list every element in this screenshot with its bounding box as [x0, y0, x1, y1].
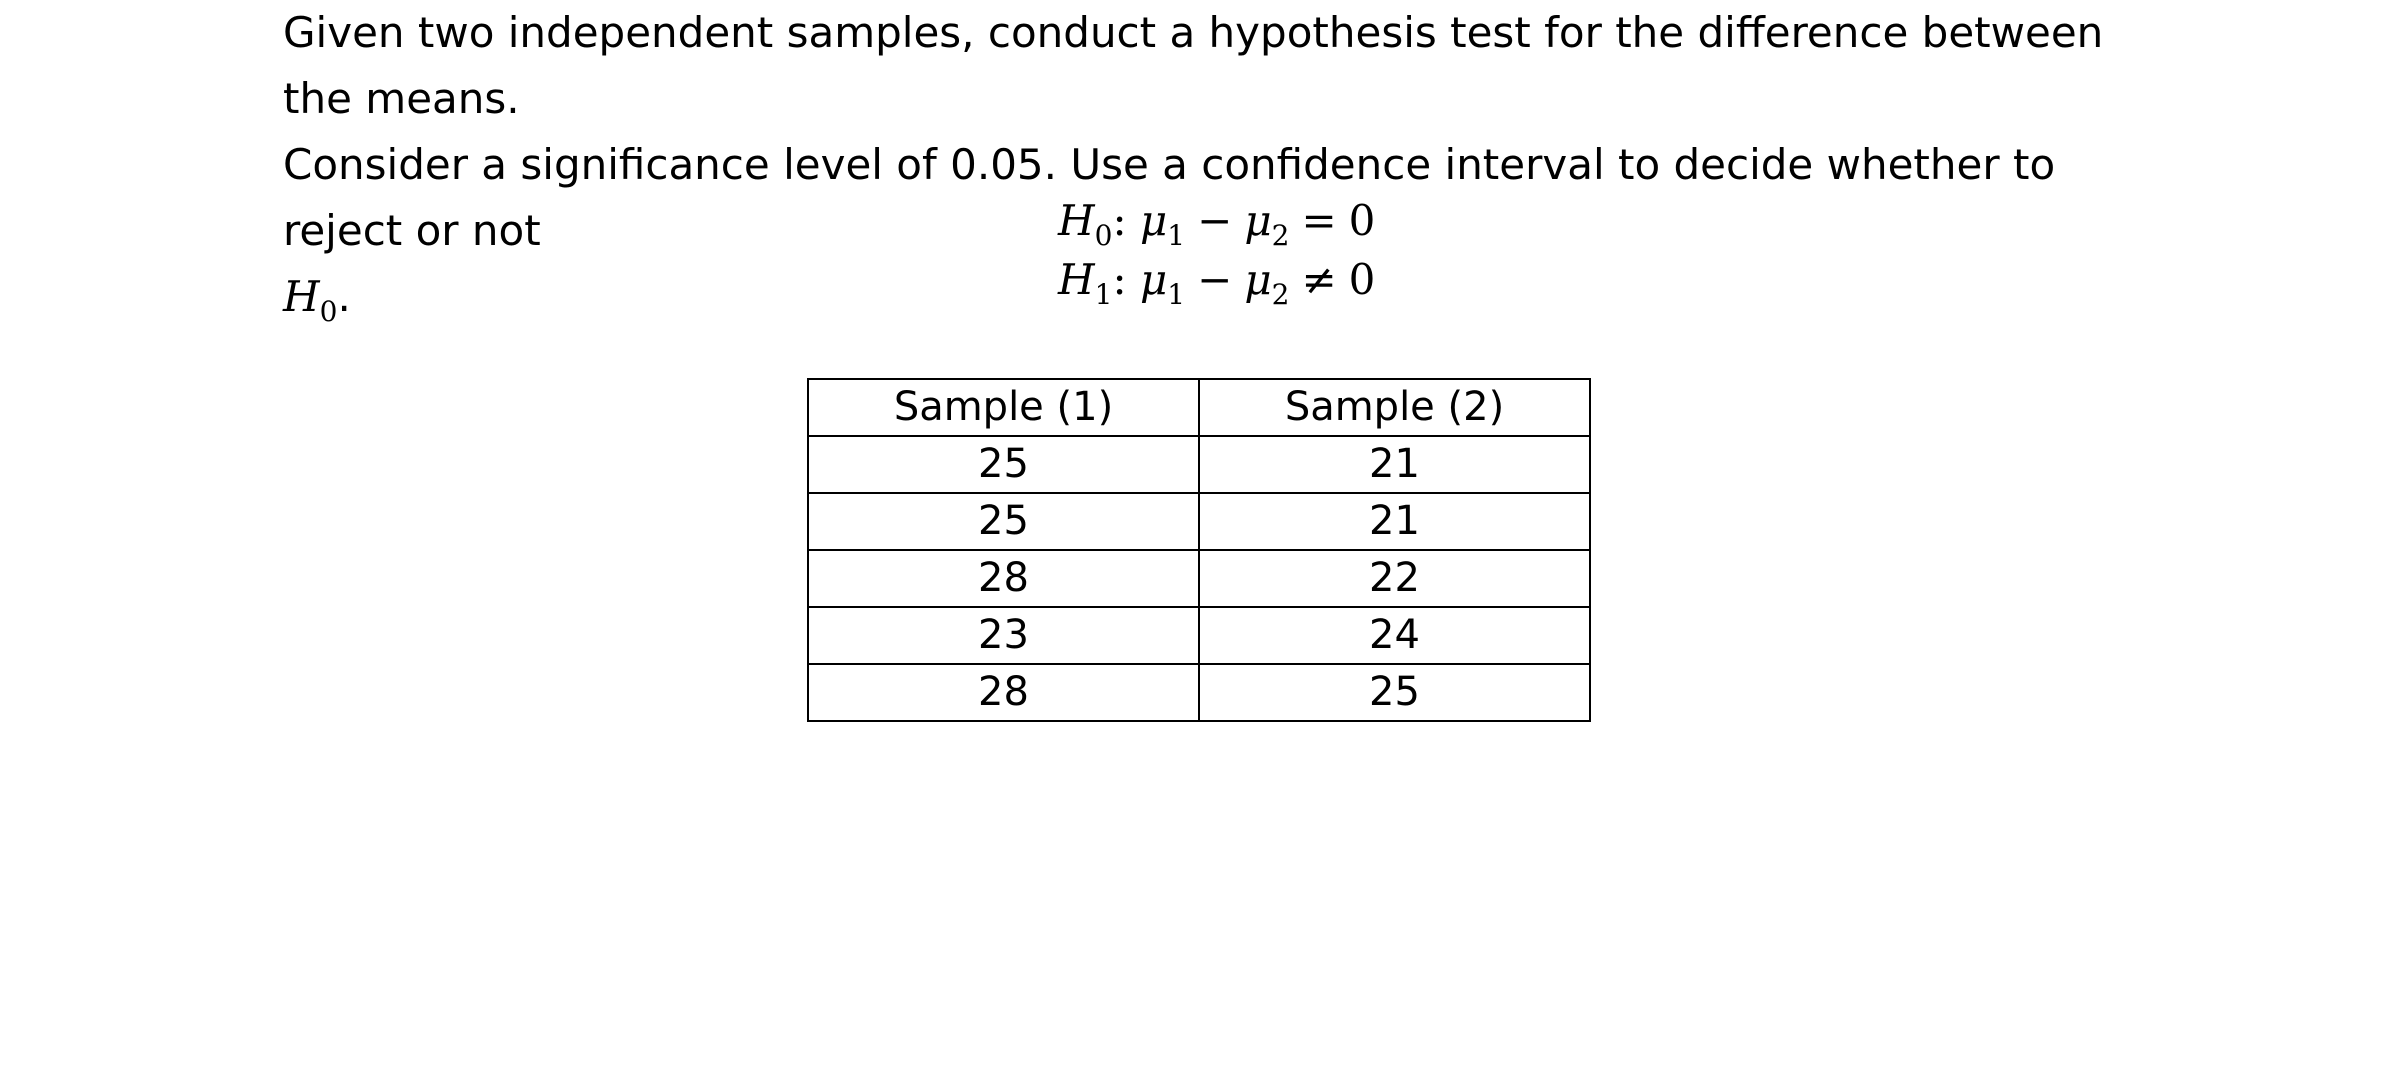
alt-mu1: μ: [1139, 255, 1168, 304]
table-row: [808, 493, 1590, 550]
table-cell: 23: [808, 607, 1199, 664]
problem-line-2: Consider a significance level of 0.05. Use a confidence interval to decide whether to reject or not: [283, 140, 2056, 255]
null-colon: :: [1112, 196, 1127, 245]
alt-lhs-symbol: H: [1058, 255, 1095, 304]
table-row: [808, 550, 1590, 607]
null-mu1: μ: [1139, 196, 1168, 245]
header-sample-1: Sample (1): [808, 379, 1199, 436]
h0-symbol: H: [283, 272, 320, 321]
table-cell: 25: [1199, 664, 1590, 721]
table-row: [808, 607, 1590, 664]
table-cell: 28: [808, 550, 1199, 607]
header-sample-2: Sample (2): [1199, 379, 1590, 436]
alt-mu1-sub: 1: [1167, 278, 1186, 311]
null-mu2: μ: [1244, 196, 1272, 245]
null-lhs-symbol: H: [1058, 196, 1095, 245]
null-minus: −: [1197, 196, 1233, 245]
null-hypothesis: [1058, 196, 1375, 252]
alt-value: 0: [1348, 255, 1376, 304]
table-cell: 21: [1199, 436, 1590, 493]
table-cell: 25: [808, 493, 1199, 550]
line-end-period: .: [337, 272, 351, 321]
alt-mu2-sub: 2: [1271, 278, 1290, 311]
samples-table: [807, 378, 1591, 722]
h0-subscript: 0: [319, 295, 338, 328]
table-cell: 28: [808, 664, 1199, 721]
null-lhs-sub: 0: [1094, 219, 1113, 252]
table-row: [808, 436, 1590, 493]
alt-lhs-sub: 1: [1094, 278, 1113, 311]
table-header-row: [808, 379, 1590, 436]
null-mu2-sub: 2: [1271, 219, 1290, 252]
alt-minus: −: [1197, 255, 1233, 304]
null-mu1-sub: 1: [1167, 219, 1186, 252]
table-cell: 22: [1199, 550, 1590, 607]
table-cell: 25: [808, 436, 1199, 493]
alt-relation: ≠: [1301, 255, 1337, 304]
table-cell: 24: [1199, 607, 1590, 664]
alt-mu2: μ: [1244, 255, 1272, 304]
table-cell: 21: [1199, 493, 1590, 550]
alt-colon: :: [1112, 255, 1127, 304]
alternative-hypothesis: [1058, 255, 1375, 311]
problem-line-1: Given two independent samples, conduct a hypothesis test for the difference between the means.: [283, 8, 2104, 123]
table-row: [808, 664, 1590, 721]
null-relation: =: [1301, 196, 1337, 245]
null-value: 0: [1348, 196, 1376, 245]
